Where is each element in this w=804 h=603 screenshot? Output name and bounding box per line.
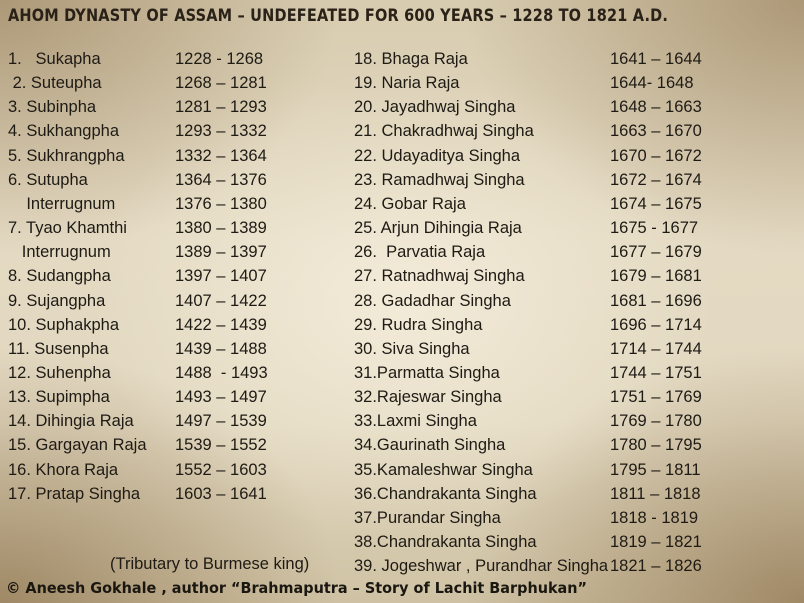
ruler-row [0, 483, 804, 505]
ruler-name: 31.Parmatta Singha [354, 363, 500, 382]
ruler-name: 3. Subinpha [8, 98, 97, 117]
ruler-row [0, 217, 804, 239]
reign-years: 1376 – 1380 [175, 194, 267, 213]
ruler-row [0, 314, 804, 336]
reign-years: 1488 - 1493 [175, 363, 268, 382]
reign-years: 1744 – 1751 [610, 363, 702, 382]
ruler-name: 37.Purandar Singha [354, 508, 501, 527]
reign-years: 1811 – 1818 [610, 484, 701, 503]
ruler-name: 39. Jogeshwar , Purandhar Singha [354, 557, 609, 576]
ruler-name: 15. Gargayan Raja [8, 436, 147, 455]
ruler-row [0, 72, 804, 94]
reign-years: 1603 – 1641 [175, 484, 267, 503]
reign-years: 1780 – 1795 [610, 436, 702, 455]
ruler-name: 24. Gobar Raja [354, 194, 466, 213]
ruler-name: 30. Siva Singha [354, 339, 470, 358]
reign-years: 1679 – 1681 [610, 267, 702, 286]
ruler-name: 8. Sudangpha [8, 267, 111, 286]
ruler-name: 35.Kamaleshwar Singha [354, 460, 533, 479]
reign-years: 1422 – 1439 [175, 315, 267, 334]
reign-years: 1795 – 1811 [610, 460, 701, 479]
ruler-name: 16. Khora Raja [8, 460, 119, 479]
ruler-name: 4. Sukhangpha [8, 122, 120, 141]
reign-years: 1674 – 1675 [610, 194, 702, 213]
ruler-row [0, 362, 804, 384]
ruler-name: 11. Susenpha [8, 339, 109, 358]
ruler-name: 10. Suphakpha [8, 315, 120, 334]
reign-years: 1696 – 1714 [610, 315, 702, 334]
ruler-name: 14. Dihingia Raja [8, 412, 134, 431]
ruler-row [0, 169, 804, 191]
reign-years: 1818 - 1819 [610, 508, 699, 527]
reign-years: 1497 – 1539 [175, 412, 267, 431]
ruler-name: 29. Rudra Singha [354, 315, 483, 334]
reign-years: 1821 – 1826 [610, 557, 702, 576]
reign-years: 1268 – 1281 [175, 74, 267, 93]
ruler-name: 20. Jayadhwaj Singha [354, 98, 516, 117]
ruler-row [0, 290, 804, 312]
credit-line: © Aneesh Gokhale , author “Brahmaputra – Story of Lachit Barphukan” [6, 579, 588, 597]
ruler-name: 23. Ramadhwaj Singha [354, 170, 525, 189]
reign-years: 1552 – 1603 [175, 460, 267, 479]
reign-years: 1714 – 1744 [610, 339, 702, 358]
reign-years: 1672 – 1674 [610, 170, 702, 189]
ruler-row [0, 145, 804, 167]
reign-years: 1663 – 1670 [610, 122, 702, 141]
ruler-name: 18. Bhaga Raja [354, 50, 468, 68]
tributary-note: (Tributary to Burmese king) [110, 555, 310, 573]
reign-years: 1493 – 1497 [175, 388, 267, 407]
reign-years: 1439 – 1488 [175, 339, 267, 358]
ruler-name: 33.Laxmi Singha [354, 412, 477, 431]
reign-years: 1677 – 1679 [610, 243, 702, 262]
reign-years: 1675 - 1677 [610, 219, 699, 238]
ruler-name: 21. Chakradhwaj Singha [354, 122, 534, 141]
reign-years: 1332 – 1364 [175, 146, 267, 165]
ruler-name: 19. Naria Raja [354, 74, 460, 93]
reign-years: 1819 – 1821 [610, 533, 702, 551]
ruler-row [0, 48, 804, 70]
ruler-name: 17. Pratap Singha [8, 484, 141, 503]
reign-years: 1539 – 1552 [175, 436, 267, 455]
reign-years: 1281 – 1293 [175, 98, 267, 117]
ruler-name: 28. Gadadhar Singha [354, 291, 511, 310]
ruler-name: 9. Sujangpha [8, 291, 106, 310]
ruler-name: Interrugnum [8, 194, 116, 213]
ruler-name: 22. Udayaditya Singha [354, 146, 521, 165]
ruler-row [0, 338, 804, 360]
ruler-name: 36.Chandrakanta Singha [354, 484, 537, 503]
reign-years: 1670 – 1672 [610, 146, 702, 165]
ruler-name: 27. Ratnadhwaj Singha [354, 267, 525, 286]
ruler-name: 26. Parvatia Raja [354, 243, 486, 262]
ruler-row [0, 410, 804, 432]
reign-years: 1681 – 1696 [610, 291, 702, 310]
reign-years: 1397 – 1407 [175, 267, 267, 286]
ruler-name: 5. Sukhrangpha [8, 146, 125, 165]
reign-years: 1228 - 1268 [175, 50, 264, 68]
ruler-row [0, 434, 804, 456]
ruler-name: 25. Arjun Dihingia Raja [354, 219, 522, 238]
ruler-row [0, 265, 804, 287]
reign-years: 1293 – 1332 [175, 122, 267, 141]
ruler-name: 7. Tyao Khamthi [8, 219, 127, 238]
reign-years: 1644- 1648 [610, 74, 694, 93]
ruler-name: 1. Sukapha [8, 50, 101, 68]
reign-years: 1407 – 1422 [175, 291, 267, 310]
ruler-name: 6. Sutupha [8, 170, 88, 189]
ruler-name: 12. Suhenpha [8, 363, 111, 382]
ruler-row [0, 507, 804, 529]
ruler-row [0, 459, 804, 481]
ruler-name: 38.Chandrakanta Singha [354, 533, 537, 551]
ruler-name: Interrugnum [8, 243, 111, 262]
reign-years: 1389 – 1397 [175, 243, 267, 262]
reign-years: 1751 – 1769 [610, 388, 702, 407]
ruler-row [0, 96, 804, 118]
reign-years: 1380 – 1389 [175, 219, 267, 238]
ruler-name: 13. Supimpha [8, 388, 110, 407]
reign-years: 1648 – 1663 [610, 98, 702, 117]
ruler-row [0, 531, 804, 553]
reign-years: 1641 – 1644 [610, 50, 702, 68]
ruler-row [0, 386, 804, 408]
ruler-row [0, 120, 804, 142]
ruler-row [0, 241, 804, 263]
ruler-row [0, 193, 804, 215]
slide-title: AHOM DYNASTY OF ASSAM – UNDEFEATED FOR 600 YEARS – 1228 TO 1821 A.D. [8, 6, 669, 25]
ruler-name: 34.Gaurinath Singha [354, 436, 506, 455]
reign-years: 1769 – 1780 [610, 412, 702, 431]
ruler-name: 32.Rajeswar Singha [354, 388, 502, 407]
reign-years: 1364 – 1376 [175, 170, 267, 189]
ruler-name: 2. Suteupha [8, 74, 102, 93]
